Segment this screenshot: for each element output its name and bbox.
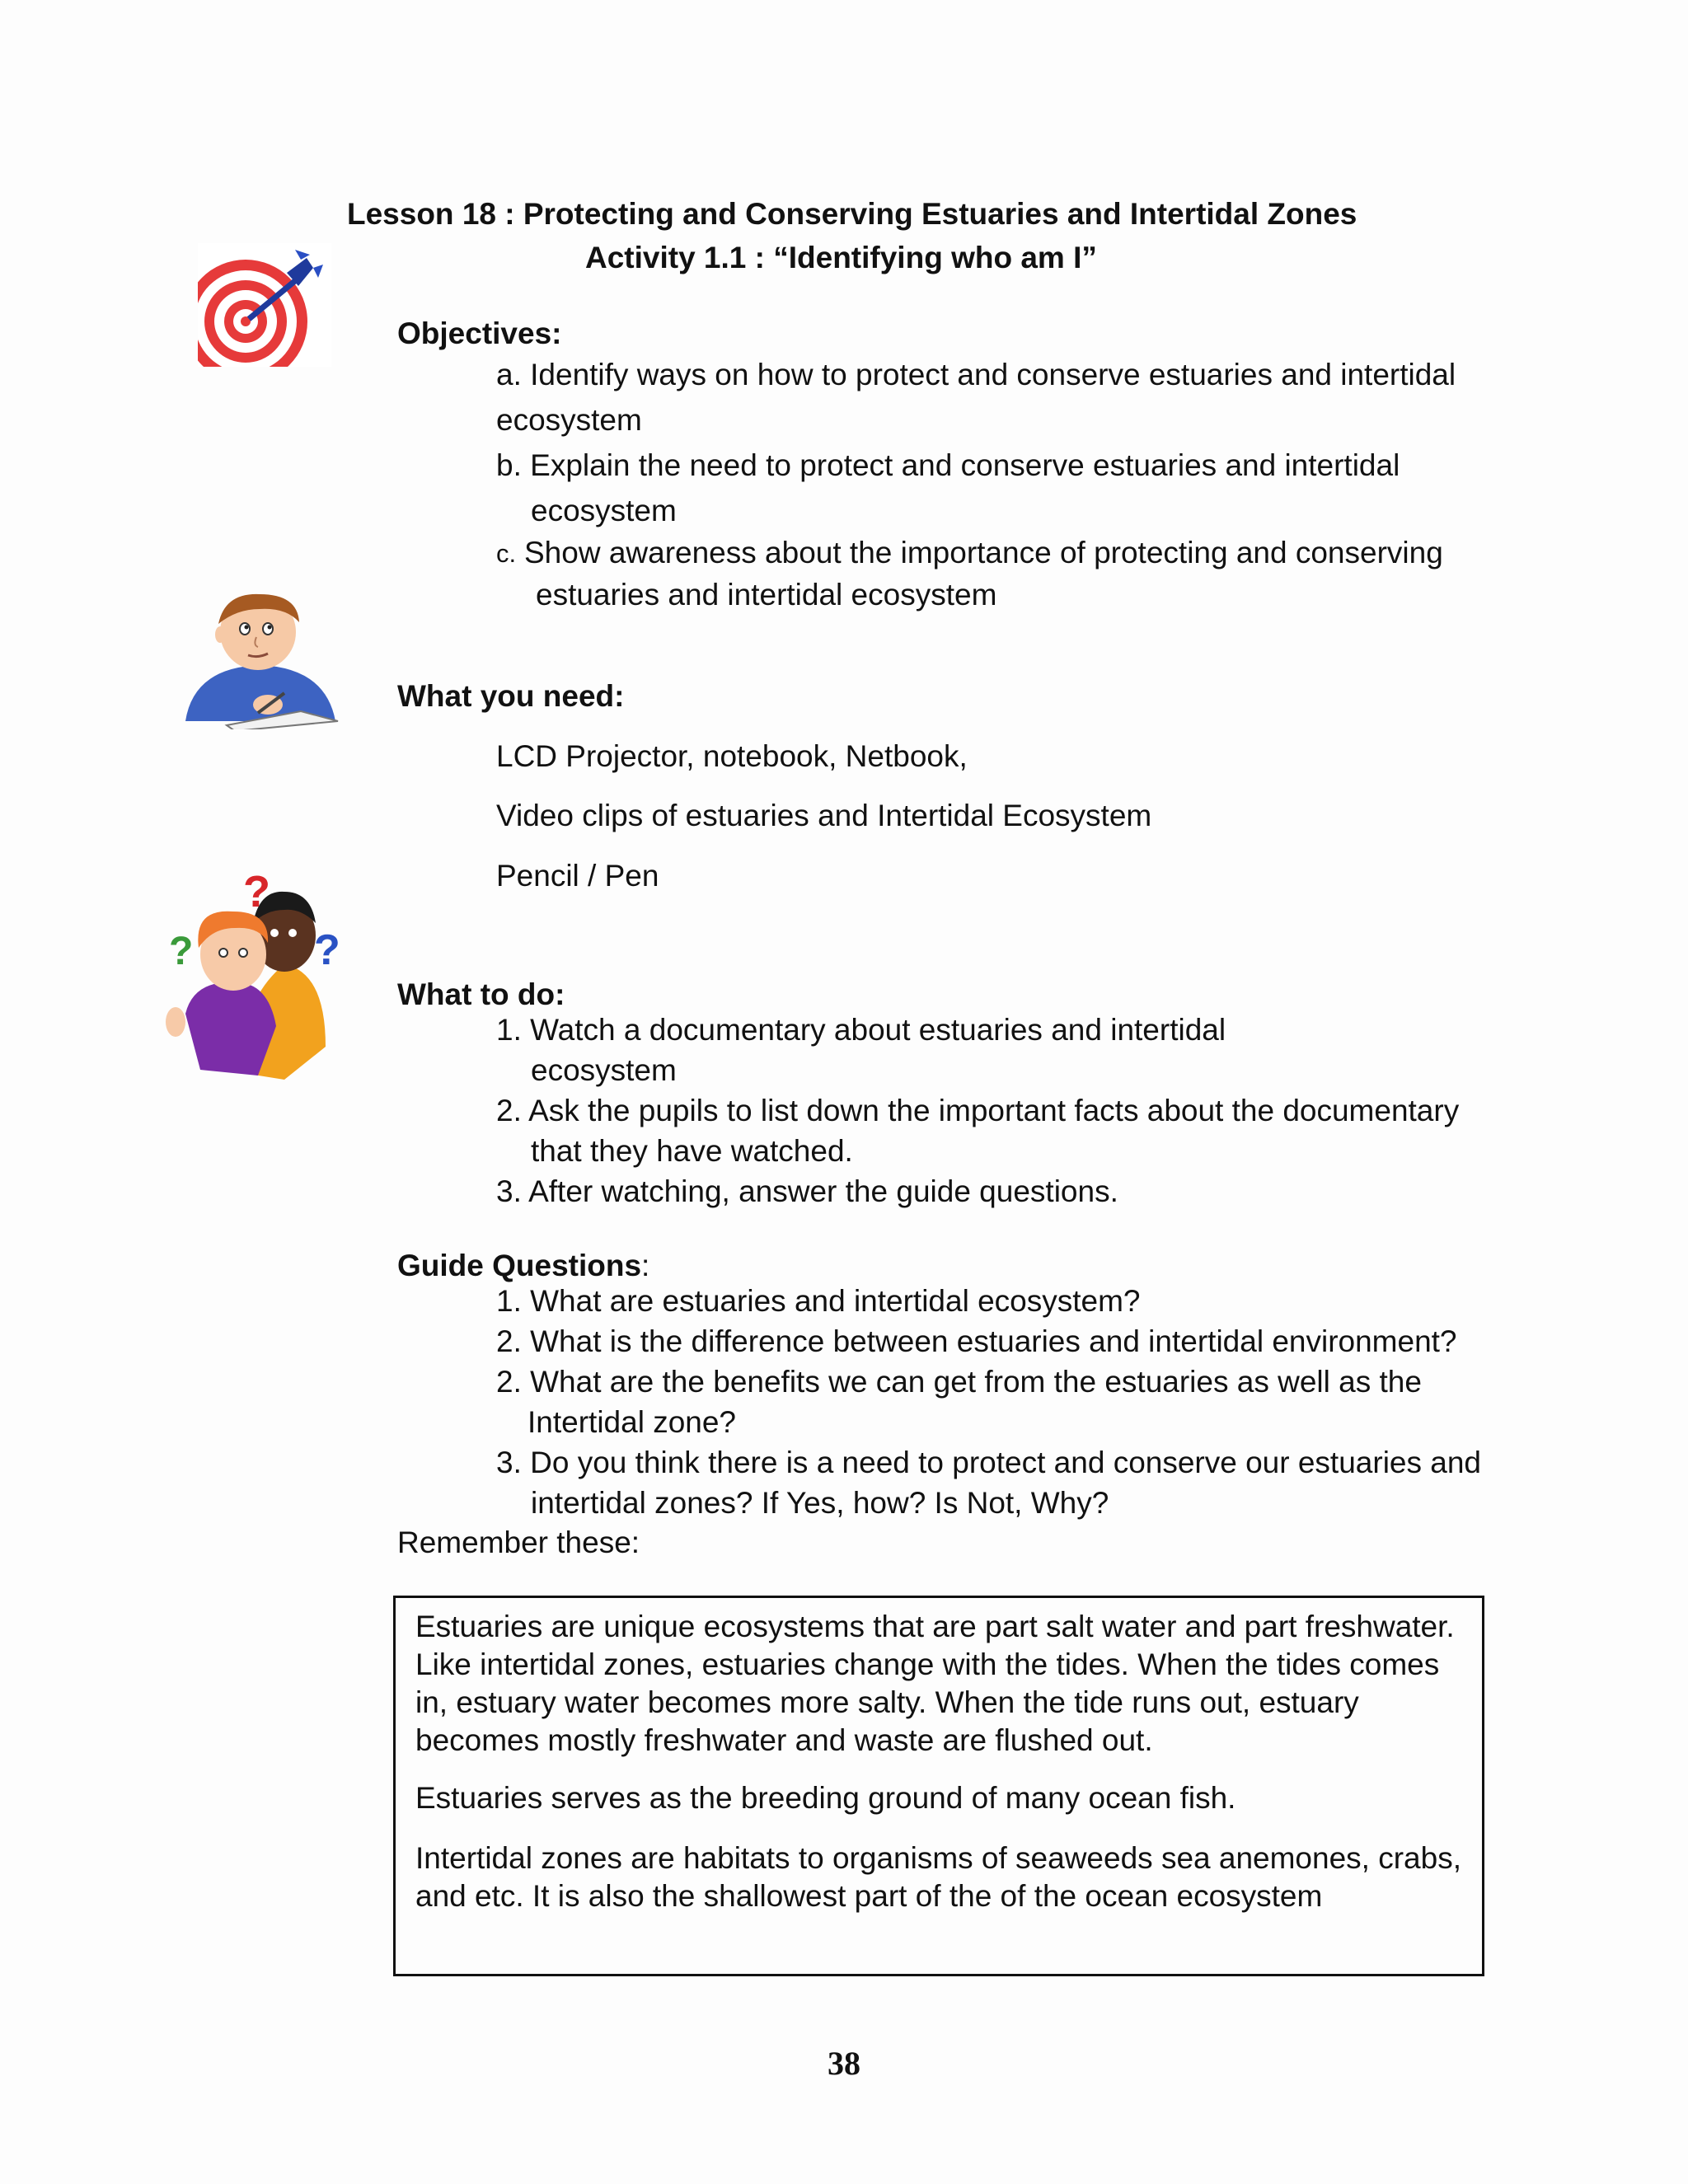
guide-question-line: Intertidal zone? bbox=[528, 1405, 737, 1439]
activity-title: Activity 1.1 : “Identifying who am I” bbox=[585, 241, 1097, 274]
remember-paragraph-2: Estuaries serves as the breeding ground of many ocean fish. bbox=[415, 1781, 1236, 1815]
need-item: Video clips of estuaries and Intertidal Ecosystem bbox=[496, 799, 1152, 832]
todo-line: 2. Ask the pupils to list down the important facts about the documentary bbox=[496, 1094, 1460, 1127]
guide-questions-heading bbox=[397, 1245, 649, 1286]
guide-question-line: 3. Do you think there is a need to protect and conserve our estuaries and bbox=[496, 1446, 1482, 1479]
objective-a-line2: ecosystem bbox=[496, 403, 642, 437]
guide-question-line: 2. What is the difference between estuaries and intertidal environment? bbox=[496, 1324, 1457, 1358]
remember-label: Remember these: bbox=[397, 1526, 640, 1559]
objectives-heading: Objectives: bbox=[397, 316, 562, 350]
objective-b-line1: b. Explain the need to protect and conserve estuaries and intertidal bbox=[496, 448, 1400, 482]
what-you-need-heading: What you need: bbox=[397, 679, 625, 713]
what-to-do-heading: What to do: bbox=[397, 977, 565, 1011]
objective-a-line1: a. Identify ways on how to protect and conserve estuaries and intertidal bbox=[496, 358, 1456, 391]
guide-question-line: 2. What are the benefits we can get from the estuaries as well as the bbox=[496, 1365, 1422, 1399]
guide-questions-label: Guide Questions bbox=[397, 1249, 642, 1282]
remember-box bbox=[393, 1596, 1484, 1976]
svg-text:?: ? bbox=[169, 930, 194, 973]
guide-question-line: 1. What are estuaries and intertidal ecosystem? bbox=[496, 1284, 1141, 1318]
todo-line: 1. Watch a documentary about estuaries and intertidal bbox=[496, 1013, 1226, 1047]
page-number: 38 bbox=[828, 2045, 860, 2082]
remember-paragraph-1: Estuaries are unique ecosystems that are part salt water and part freshwater. Like intertidal zones, estuaries change with the tides. When the tides comes in, estuary water becomes more salty. When the tide runs out, estuary becomes mostly freshwater and waste are flushed out. bbox=[415, 1610, 1455, 1757]
svg-text:?: ? bbox=[314, 926, 340, 974]
guide-questions-colon: : bbox=[641, 1249, 650, 1282]
dartboard-target-icon bbox=[198, 243, 331, 367]
thinking-student-icon bbox=[177, 589, 342, 729]
question-people-icon bbox=[161, 857, 350, 1080]
lesson-title: Lesson 18 : Protecting and Conserving Estuaries and Intertidal Zones bbox=[347, 197, 1357, 231]
todo-line: that they have watched. bbox=[531, 1134, 853, 1168]
objective-c-line1: Show awareness about the importance of protecting and conserving bbox=[524, 536, 1443, 569]
guide-question-line: intertidal zones? If Yes, how? Is Not, Why? bbox=[531, 1486, 1109, 1520]
todo-line: ecosystem bbox=[531, 1053, 677, 1087]
objective-c-line2: estuaries and intertidal ecosystem bbox=[536, 578, 997, 612]
remember-paragraph-3: Intertidal zones are habitats to organisms of seaweeds sea anemones, crabs, and etc. It is also the shallowest part of the of the ocean ecosystem bbox=[415, 1841, 1461, 1913]
svg-text:?: ? bbox=[243, 867, 270, 916]
objective-c-marker: c. bbox=[496, 539, 517, 568]
todo-line: 3. After watching, answer the guide questions. bbox=[496, 1174, 1118, 1208]
objective-b-line2: ecosystem bbox=[531, 494, 677, 527]
need-item: LCD Projector, notebook, Netbook, bbox=[496, 739, 968, 773]
need-item: Pencil / Pen bbox=[496, 859, 659, 893]
